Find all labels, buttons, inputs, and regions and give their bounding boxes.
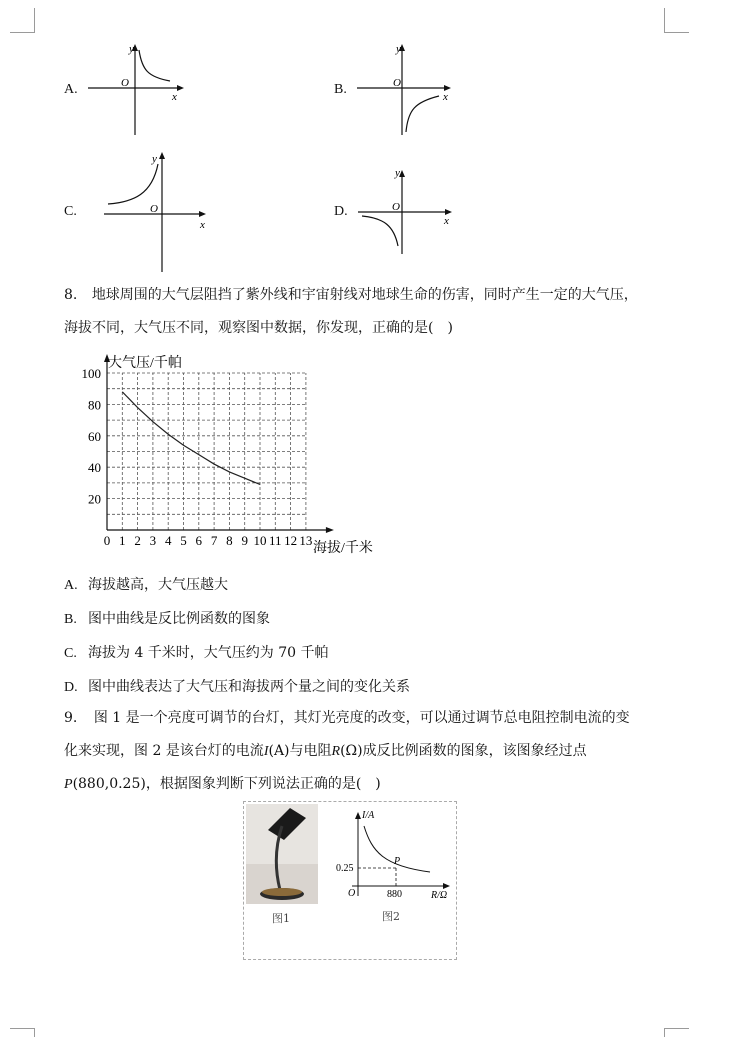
x-axis-label: x <box>443 91 448 103</box>
x-tick-label: 12 <box>284 533 298 548</box>
origin-label: O <box>150 203 158 215</box>
question-text: 成反比例函数的图象，该图象经过点 <box>362 743 587 759</box>
y-axis-label: y <box>129 43 134 55</box>
option-d-label[interactable]: D. <box>334 204 348 219</box>
x-axis-label: x <box>200 219 205 231</box>
question-number: 8. <box>64 287 78 303</box>
x-tick-label: 0 <box>103 533 111 548</box>
question-text: 地球周围的大气层阻挡了紫外线和宇宙射线对地球生命的伤害，同时产生一定的大气压， <box>91 287 638 303</box>
crop-mark <box>664 32 689 33</box>
answer-text: 图中曲线是反比例函数的图象 <box>88 611 270 627</box>
answer-text: 海拔为 4 千米时，大气压约为 70 千帕 <box>88 645 329 661</box>
question-9-line1 <box>64 708 630 728</box>
y-tick-label: 100 <box>81 366 101 381</box>
y-axis-label: y <box>396 43 401 55</box>
answer-text: 图中曲线表达了大气压和海拔两个量之间的变化关系 <box>88 679 410 695</box>
question-text: 海拔不同，大气压不同，观察图中数据，你发现，正确的是( ) <box>64 320 453 336</box>
y-axis-label: y <box>395 167 400 179</box>
x-axis-arrow <box>326 527 334 533</box>
answer-label: B. <box>64 612 77 627</box>
y-axis-title: 大气压/千帕 <box>108 356 182 371</box>
y-tick-label: 20 <box>88 491 101 507</box>
point-p: P <box>64 777 73 792</box>
answer-b[interactable] <box>64 608 270 628</box>
crop-mark <box>664 1028 689 1029</box>
point-coords: (880,0.25) <box>72 776 146 792</box>
answer-c[interactable] <box>64 642 329 662</box>
crop-mark <box>10 32 35 33</box>
series-line <box>122 392 260 485</box>
figure-1-caption: 图1 <box>272 912 290 925</box>
question-9-line2 <box>64 741 587 762</box>
figure-box <box>243 801 457 960</box>
question-9-line3 <box>64 774 381 795</box>
figure-2-caption: 图2 <box>382 910 400 923</box>
fig2-x-label: R/Ω <box>431 890 448 900</box>
answer-label: D. <box>64 680 78 695</box>
crop-mark <box>34 8 35 32</box>
origin-label: O <box>392 201 400 213</box>
y-tick-label: 80 <box>88 397 101 413</box>
lamp-photo <box>246 804 318 904</box>
option-c-label[interactable]: C. <box>64 204 77 219</box>
x-tick-label: 4 <box>164 533 172 548</box>
crop-mark <box>664 8 665 32</box>
answer-d[interactable] <box>64 676 410 696</box>
question-text: 图 1 是一个亮度可调节的台灯，其灯光亮度的改变，可以通过调节总电阻控制电流的变 <box>93 710 630 726</box>
x-tick-label: 3 <box>149 533 157 548</box>
origin-label: O <box>121 77 129 89</box>
fig2-y-value: 0.25 <box>336 863 354 874</box>
option-b-label[interactable]: B. <box>334 82 347 97</box>
crop-mark <box>10 1028 35 1029</box>
graph-b <box>357 40 457 136</box>
variable-r: R <box>331 744 341 759</box>
origin-label: O <box>393 77 401 89</box>
x-tick-label: 5 <box>180 533 187 548</box>
unit-a: (A) <box>268 743 290 759</box>
question-text: ，根据图象判断下列说法正确的是( ) <box>145 776 381 792</box>
crop-mark <box>34 1029 35 1037</box>
x-tick-label: 11 <box>269 533 282 548</box>
y-tick-label: 40 <box>88 460 101 476</box>
x-axis-label: x <box>444 215 449 227</box>
variable-i: I <box>263 744 269 759</box>
x-tick-label: 7 <box>210 533 218 548</box>
fig2-x-value: 880 <box>387 889 402 900</box>
unit-ohm: (Ω) <box>340 743 363 759</box>
y-tick-label: 60 <box>88 428 101 444</box>
answer-text: 海拔越高，大气压越大 <box>88 577 228 593</box>
graph-c <box>104 146 216 274</box>
y-axis-label: y <box>152 153 157 165</box>
graph-d <box>358 166 458 256</box>
answer-label: C. <box>64 646 77 661</box>
question-8-line1 <box>64 285 638 305</box>
question-text: 化来实现，图 2 是该台灯的电流 <box>64 743 264 759</box>
fig2-y-label: I/A <box>362 810 375 821</box>
graph-a <box>88 40 188 136</box>
option-a-label[interactable]: A. <box>64 82 78 97</box>
x-tick-label: 2 <box>134 533 141 548</box>
x-tick-label: 6 <box>195 533 203 548</box>
current-resistance-graph <box>334 804 454 900</box>
x-tick-label: 9 <box>241 533 248 548</box>
x-tick-label: 13 <box>299 533 313 548</box>
question-number: 9. <box>64 710 78 726</box>
fig2-point-label: P <box>394 856 401 867</box>
x-axis-label: x <box>172 91 177 103</box>
pressure-altitude-chart <box>72 348 392 560</box>
answer-label: A. <box>64 578 78 593</box>
x-tick-label: 1 <box>119 533 126 548</box>
x-tick-label: 10 <box>253 533 267 548</box>
fig2-origin: O <box>348 888 356 899</box>
question-8-line2 <box>64 318 453 338</box>
question-text: 与电阻 <box>289 743 332 759</box>
x-axis-title: 海拔/千米 <box>313 541 373 556</box>
x-tick-label: 8 <box>226 533 233 548</box>
crop-mark <box>664 1029 665 1037</box>
answer-a[interactable] <box>64 574 228 594</box>
